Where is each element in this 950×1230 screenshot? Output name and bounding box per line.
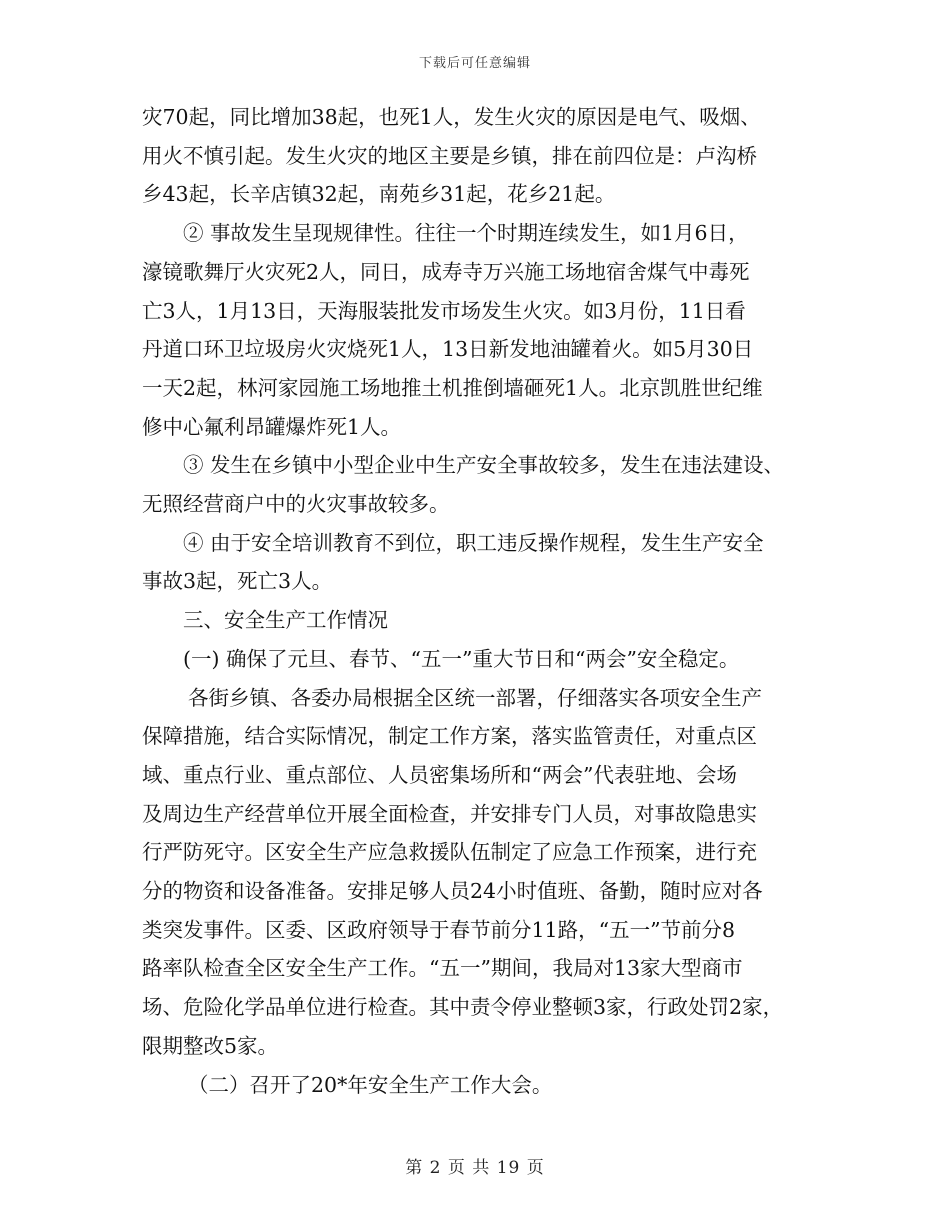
paragraph-line: 事故3起，死亡3人。 xyxy=(142,569,333,594)
document-body xyxy=(142,98,832,1104)
paragraph-line: ② 事故发生呈现规律性。往往一个时期连续发生，如1月6日， xyxy=(183,221,749,246)
paragraph-line: 丹道口环卫垃圾房火灾烧死1人，13日新发地油罐着火。如5月30日 xyxy=(142,337,754,362)
paragraph-line: 保障措施，结合实际情况，制定工作方案，落实监管责任，对重点区 xyxy=(142,724,757,749)
paragraph-line: 修中心氟利昂罐爆炸死1人。 xyxy=(142,414,402,439)
page-number: 第 2 页 共 19 页 xyxy=(405,1158,545,1178)
section-heading: 三、安全生产工作情况 xyxy=(183,608,388,633)
page-header: 下载后可任意编辑 xyxy=(418,56,531,71)
paragraph-line: 行严防死守。区安全生产应急救援队伍制定了应急工作预案，进行充 xyxy=(142,840,757,865)
paragraph-line: 乡43起，长辛店镇32起，南苑乡31起，花乡21起。 xyxy=(142,182,616,207)
paragraph-line: 濠镜歌舞厅火灾死2人，同日，成寿寺万兴施工场地宿舍煤气中毒死 xyxy=(142,259,750,284)
paragraph-line: 用火不慎引起。发生火灾的地区主要是乡镇，排在前四位是：卢沟桥 xyxy=(142,143,757,168)
paragraph-line: 分的物资和设备准备。安排足够人员24小时值班、备勤，随时应对各 xyxy=(142,879,763,904)
paragraph-line: 域、重点行业、重点部位、人员密集场所和“两会”代表驻地、会场 xyxy=(142,762,737,787)
paragraph-line: 路率队检查全区安全生产工作。“五一”期间，我局对13家大型商市 xyxy=(142,956,743,981)
paragraph-line: 亡3人，1月13日，天海服装批发市场发生火灾。如3月份，11日看 xyxy=(142,298,746,323)
paragraph-line: 灾70起，同比增加38起，也死1人，发生火灾的原因是电气、吸烟、 xyxy=(142,105,761,129)
paragraph-line: 无照经营商户中的火灾事故较多。 xyxy=(142,492,450,517)
paragraph-line: 及周边生产经营单位开展全面检查，并安排专门人员，对事故隐患实 xyxy=(142,801,757,826)
paragraph-line: 各街乡镇、各委办局根据全区统一部署，仔细落实各项安全生产 xyxy=(188,685,762,710)
paragraph-line: 限期整改5家。 xyxy=(142,1033,279,1058)
paragraph-line: ④ 由于安全培训教育不到位，职工违反操作规程，发生生产安全 xyxy=(183,530,764,555)
subsection-heading: (一) 确保了元旦、春节、“五一”重大节日和“两会”安全稳定。 xyxy=(183,646,740,671)
paragraph-line: ③ 发生在乡镇中小型企业中生产安全事故较多，发生在违法建设、 xyxy=(183,453,785,478)
paragraph-line: 类突发事件。区委、区政府领导于春节前分11路，“五一”节前分8 xyxy=(142,917,736,942)
paragraph-line: 场、危险化学品单位进行检查。其中责令停业整顿3家，行政处罚2家， xyxy=(142,995,784,1020)
subsection-heading: （二）召开了20*年安全生产工作大会。 xyxy=(188,1072,553,1097)
paragraph-line: 一天2起，林河家园施工场地推土机推倒墙砸死1人。北京凯胜世纪维 xyxy=(142,375,763,400)
